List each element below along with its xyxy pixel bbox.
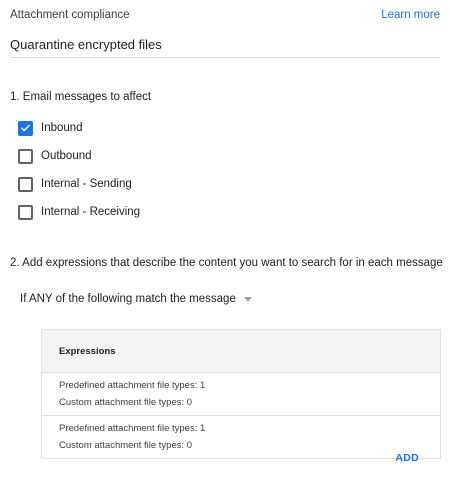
check-icon xyxy=(20,122,31,134)
checkbox-inbound[interactable] xyxy=(18,119,83,137)
expression-line: Custom attachment file types: 0 xyxy=(59,397,193,408)
checkbox-icon xyxy=(18,149,33,164)
learn-more-link[interactable]: Learn more xyxy=(381,9,440,21)
expressions-table xyxy=(41,329,441,459)
add-expression-button[interactable]: ADD xyxy=(395,452,419,464)
checkbox-internal-sending[interactable] xyxy=(18,175,132,193)
match-mode-label: If ANY of the following match the message xyxy=(20,293,236,305)
section2-title: 2. Add expressions that describe the content you want to search for in each message xyxy=(10,257,443,269)
section1-title: 1. Email messages to affect xyxy=(10,91,152,103)
checkbox-label: Internal - Sending xyxy=(41,178,132,190)
description-field[interactable]: Quarantine encrypted files xyxy=(10,37,440,58)
checkbox-icon xyxy=(18,205,33,220)
header-title: Attachment compliance xyxy=(10,9,130,21)
checkbox-label: Inbound xyxy=(41,122,83,134)
expression-line: Predefined attachment file types: 1 xyxy=(59,423,206,434)
expression-row[interactable] xyxy=(42,416,440,458)
checkbox-label: Outbound xyxy=(41,150,92,162)
expression-line: Custom attachment file types: 0 xyxy=(59,440,193,451)
checkbox-internal-receiving[interactable] xyxy=(18,203,140,221)
dropdown-caret-icon xyxy=(244,297,252,302)
checkbox-outbound[interactable] xyxy=(18,147,92,165)
checkbox-icon xyxy=(18,121,33,136)
expressions-header: Expressions xyxy=(42,330,440,373)
checkbox-icon xyxy=(18,177,33,192)
match-mode-dropdown[interactable] xyxy=(20,293,252,305)
expression-row[interactable] xyxy=(42,373,440,416)
expression-line: Predefined attachment file types: 1 xyxy=(59,380,206,391)
checkbox-label: Internal - Receiving xyxy=(41,206,141,218)
